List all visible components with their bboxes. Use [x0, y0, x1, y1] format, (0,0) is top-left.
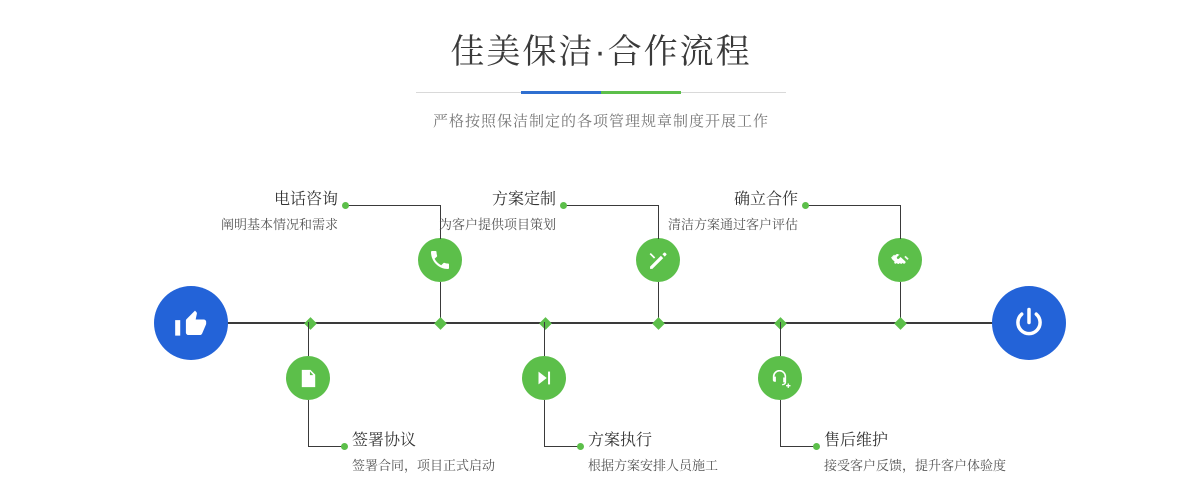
title-divider: [416, 84, 786, 100]
pen-ruler-icon: [647, 249, 670, 272]
page-title: 佳美保洁·合作流程: [450, 33, 752, 71]
headset-support-icon: [769, 367, 792, 390]
step-node-1: [418, 238, 462, 282]
step-desc-2: 签署合同，项目正式启动: [352, 458, 496, 473]
step-label-3: [296, 189, 556, 235]
power-icon: [1010, 304, 1048, 342]
step-desc-5: 清洁方案通过客户评估: [667, 217, 798, 232]
step-stem-v-4: [544, 322, 545, 356]
page-header: [0, 28, 1202, 131]
process-timeline: [0, 160, 1202, 502]
step-dot-4: [577, 443, 584, 450]
step-dot-6: [813, 443, 820, 450]
step-title-2: 签署协议: [352, 432, 417, 449]
step-node-2: [286, 356, 330, 400]
step-title-4: 方案执行: [588, 432, 653, 449]
timeline-start-node: [154, 286, 228, 360]
step-desc-3: 为客户提供项目策划: [438, 217, 556, 232]
divider-accent-green: [601, 91, 681, 94]
step-title-5: 确立合作: [733, 191, 798, 208]
timeline-end-node: [992, 286, 1066, 360]
step-node-6: [758, 356, 802, 400]
timeline-marker-1: [304, 317, 317, 330]
timeline-marker-6: [894, 317, 907, 330]
step-title-3: 方案定制: [491, 191, 556, 208]
step-desc-6: 接受客户反馈，提升客户体验度: [824, 458, 1007, 473]
timeline-marker-4: [652, 317, 665, 330]
step-node-3: [636, 238, 680, 282]
divider-accent-blue: [521, 91, 601, 94]
step-desc-4: 根据方案安排人员施工: [588, 458, 719, 473]
step-stem-corner-2: [308, 400, 309, 446]
step-stem-h-4: [544, 446, 580, 447]
step-stem-h-6: [780, 446, 816, 447]
step-stem-corner-6: [780, 400, 781, 446]
document-edit-icon: [297, 367, 320, 390]
step-stem-corner-5: [900, 205, 901, 239]
step-stem-v-6: [780, 322, 781, 356]
page-subtitle: 严格按照保洁制定的各项管理规章制度开展工作: [432, 113, 769, 130]
step-stem-v-2: [308, 322, 309, 356]
step-label-2: [352, 430, 612, 476]
timeline-marker-3: [539, 317, 552, 330]
step-label-4: [588, 430, 848, 476]
step-stem-corner-4: [544, 400, 545, 446]
step-title-1: 电话咨询: [273, 191, 338, 208]
step-stem-h-2: [308, 446, 344, 447]
phone-call-icon: [428, 248, 452, 272]
timeline-marker-2: [434, 317, 447, 330]
step-stem-h-5: [805, 205, 900, 206]
step-node-5: [878, 238, 922, 282]
step-node-4: [522, 356, 566, 400]
step-title-6: 售后维护: [824, 432, 889, 449]
step-label-5: [538, 189, 798, 235]
step-dot-5: [802, 202, 809, 209]
step-dot-2: [341, 443, 348, 450]
step-label-6: [824, 430, 1084, 476]
step-desc-1: 阐明基本情况和需求: [220, 217, 338, 232]
play-forward-icon: [533, 367, 555, 389]
thumbs-up-icon: [172, 304, 210, 342]
handshake-icon: [888, 248, 912, 272]
